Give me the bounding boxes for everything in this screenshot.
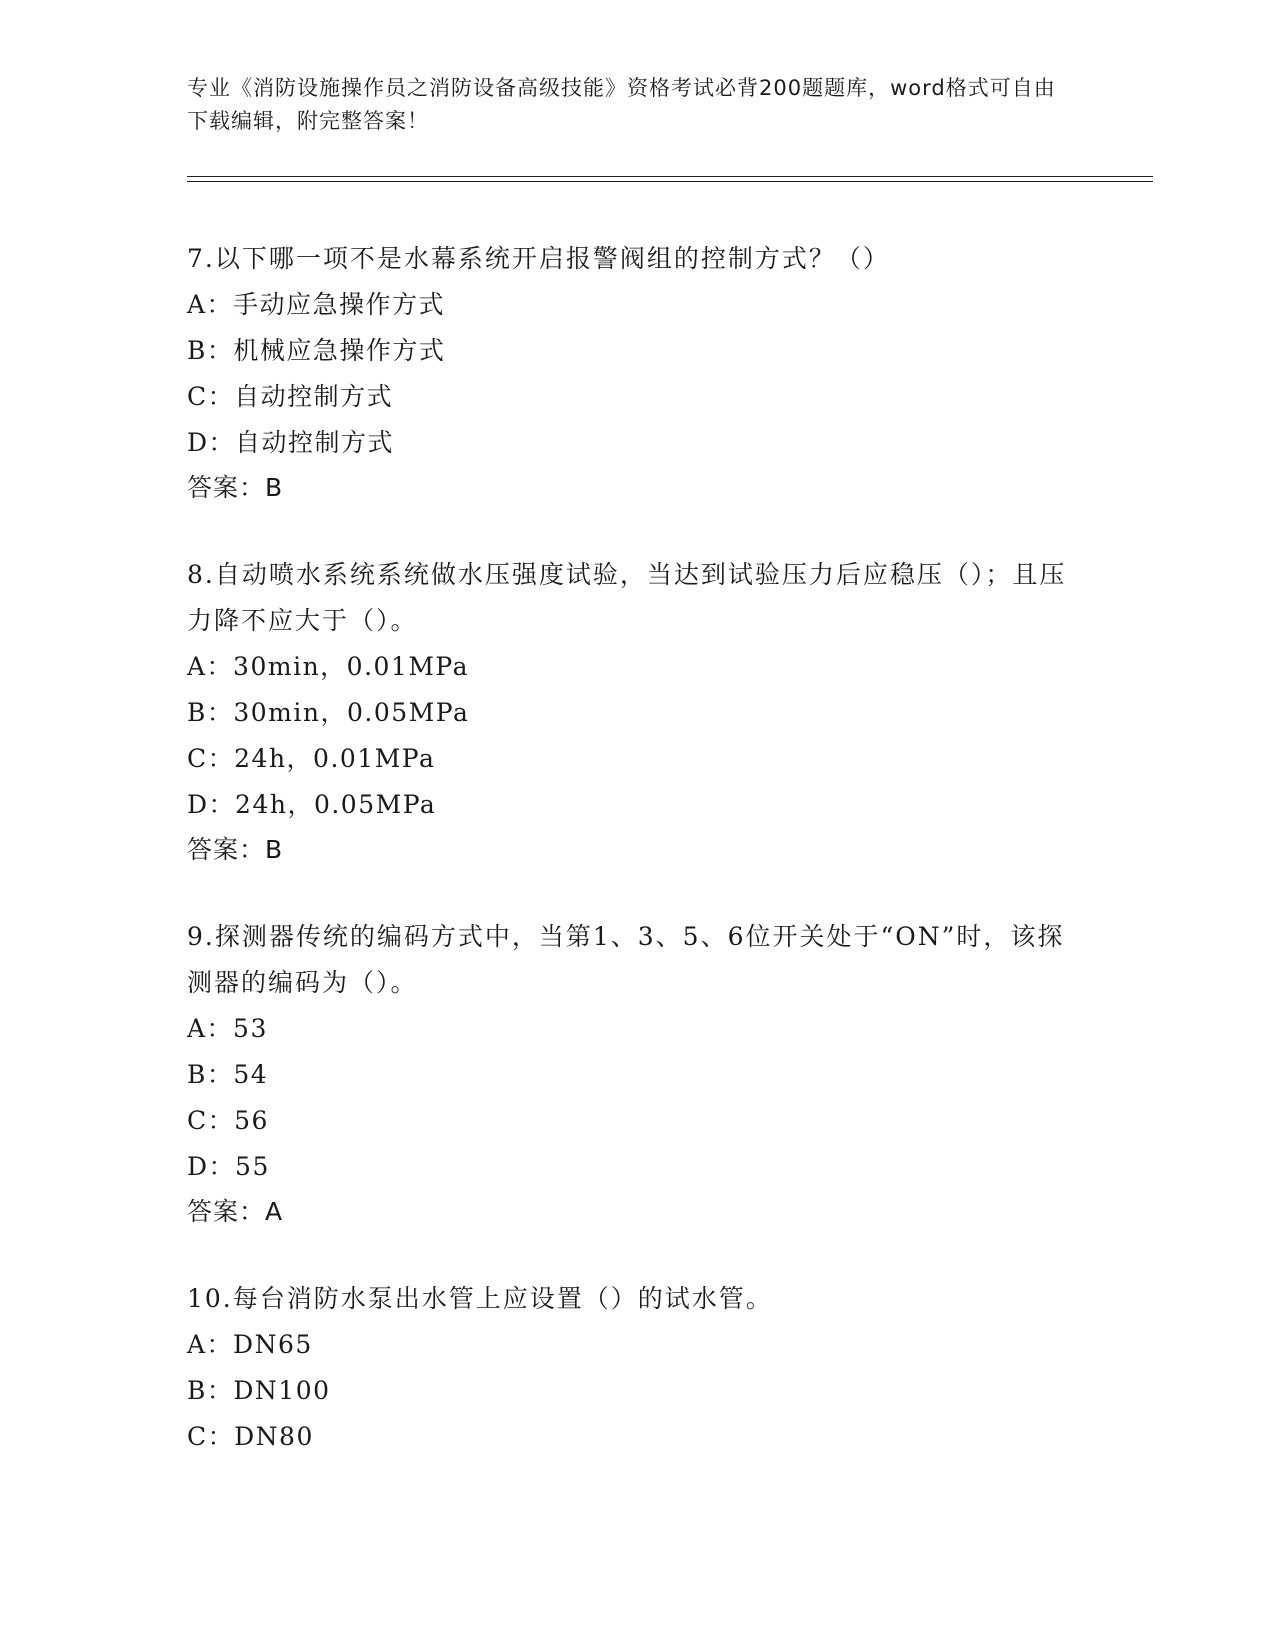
- answer-line: 答案：A: [187, 1197, 284, 1226]
- option-c: C：24h，0.01MPa: [187, 744, 436, 773]
- question-stem: 10.每台消防水泵出水管上应设置（）的试水管。: [187, 1284, 773, 1313]
- option-c: C：自动控制方式: [187, 382, 394, 411]
- question-stem: 7.以下哪一项不是水幕系统开启报警阀组的控制方式？（）: [187, 244, 890, 273]
- header-divider-top: [187, 176, 1153, 177]
- option-b: B：机械应急操作方式: [187, 336, 446, 365]
- question-8: [187, 552, 1087, 872]
- document-header: 专业《消防设施操作员之消防设备高级技能》资格考试必背200题题库，word格式可自由下载编辑，附完整答案！: [187, 76, 1056, 133]
- header-divider-bottom: [187, 181, 1153, 182]
- option-a: A：53: [187, 1014, 268, 1043]
- option-c: C：DN80: [187, 1422, 314, 1451]
- answer-line: 答案：B: [187, 835, 284, 864]
- question-9: [187, 914, 1087, 1234]
- option-b: B：DN100: [187, 1376, 331, 1405]
- question-7: [187, 236, 1087, 510]
- option-d: D：24h，0.05MPa: [187, 790, 437, 819]
- question-list: [187, 236, 1087, 1502]
- question-10: [187, 1276, 1087, 1460]
- option-a: A：30min，0.01MPa: [187, 652, 470, 681]
- question-stem: 9.探测器传统的编码方式中，当第1、3、5、6位开关处于“ON”时，该探测器的编码为（）。: [187, 922, 1065, 997]
- answer-line: 答案：B: [187, 473, 284, 502]
- option-a: A：手动应急操作方式: [187, 290, 446, 319]
- option-c: C：56: [187, 1106, 269, 1135]
- option-d: D：自动控制方式: [187, 428, 395, 457]
- option-b: B：30min，0.05MPa: [187, 698, 470, 727]
- question-stem: 8.自动喷水系统系统做水压强度试验，当达到试验压力后应稳压（）；且压力降不应大于（）。: [187, 560, 1067, 635]
- option-a: A：DN65: [187, 1330, 313, 1359]
- option-d: D：55: [187, 1152, 270, 1181]
- option-b: B：54: [187, 1060, 269, 1089]
